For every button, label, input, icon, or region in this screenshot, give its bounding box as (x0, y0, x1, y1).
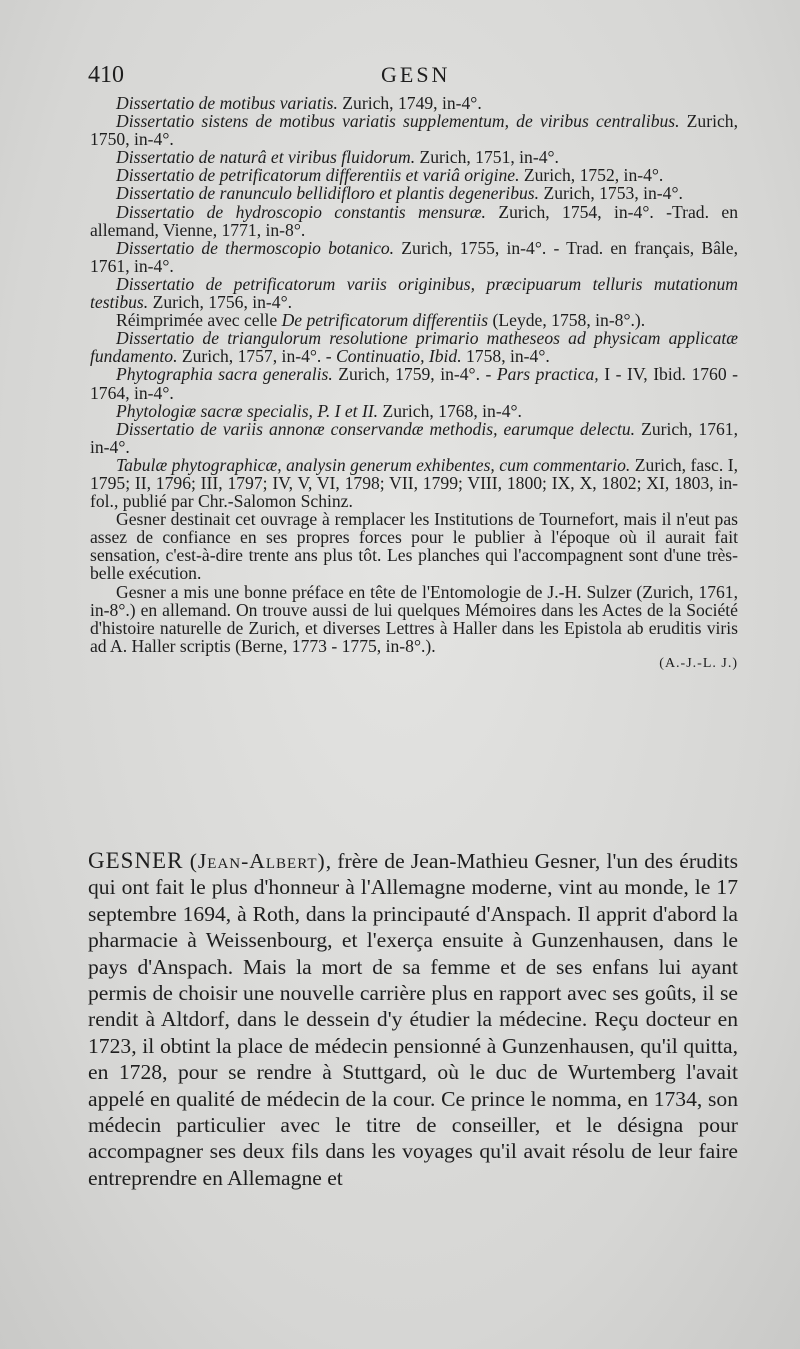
biblio-entry: Dissertatio sistens de motibus variatis supplementum, de viribus centralibus. Zurich, 1750, in-4°. (90, 111, 738, 150)
body-paragraph: Gesner destinait cet ouvrage à remplacer les Institutions de Tournefort, mais il n'eut pas assez de confiance en ses propres forces pour le publier à l'époque où il aurait fait sensation, c'est-à-dire trente ans plus tôt. Les planches qui l'accompagnent sont d'une très-belle exécution. (90, 509, 738, 584)
running-head: GESN (381, 62, 451, 87)
entry-given-name: (Jean-Albert) (189, 849, 326, 873)
biblio-entry: Tabulæ phytographicæ, analysin generum exhibentes, cum commentario. Zurich, fasc. I, 1795; II, 1796; III, 1797; IV, V, VI, 1798; VII, 1799; VIII, 1800; IX, X, 1802; XI, 1803, in-fol., publié par Chr.-Salomon Schinz. (90, 454, 738, 512)
page-header (88, 62, 728, 92)
author-signature: (A.-J.-L. J.) (659, 655, 738, 671)
biography-paragraph: GESNER (Jean-Albert), frère de Jean-Mathieu Gesner, l'un des érudits qui ont fait le plus d'honneur à l'Allemagne moderne, vint au monde, le 17 septembre 1694, à Roth, dans la principauté d'Anspach. Il apprit d'abord la pharmacie à Weissenbourg, et l'exerça ensuite à Gunzenhausen, dans le pays d'Anspach. Mais la mort de sa femme et de ses enfans lui ayant permis de choisir une nouvelle carrière plus en rapport avec ses goûts, il se rendit à Altdorf, dans le dessein d'y étudier la médecine. Reçu docteur en 1723, il obtint la place de médecin pensionné à Gunzenhausen, qu'il quitta, en 1728, pour se rendre à Stuttgard, où le duc de Wurtemberg l'avait appelé en qualité de médecin de la cour. Ce prince le nomma, en 1734, son médecin particulier avec le titre de conseiller, et le désigna pour accompagner ses deux fils dans les voyages qu'il avait résolu de leur faire entreprendre en Allemagne et (88, 848, 739, 1190)
biblio-entry: Dissertatio de motibus variatis. Zurich, 1749, in-4°. (116, 93, 482, 113)
biblio-entry: Dissertatio de triangulorum resolutione primario matheseos ad physicam applicatæ fundamento. Zurich, 1757, in-4°. - Continuatio, Ibid. 1758, in-4°. (90, 328, 738, 367)
body-paragraph: Gesner a mis une bonne préface en tête de l'Entomologie de J.-H. Sulzer (Zurich, 1761, in-8°.) en allemand. On trouve aussi de lui quelques Mémoires dans les Actes de la Société d'histoire naturelle de Zurich, et diverses Lettres à Haller dans les Epistola ab eruditis viris ad A. Haller scriptis (Berne, 1773 - 1775, in-8°.). (90, 581, 738, 656)
biblio-entry: Dissertatio de thermoscopio botanico. Zurich, 1755, in-4°. - Trad. en français, Bâle, 1761, in-4°. (90, 237, 739, 276)
biblio-entry: Dissertatio de hydroscopio constantis mensuræ. Zurich, 1754, in-4°. -Trad. en allemand, Vienne, 1771, in-8°. (90, 201, 738, 240)
biblio-entry: Dissertatio de petrificatorum variis originibus, præcipuarum telluris mutationum testibus. Zurich, 1756, in-4°. (90, 273, 738, 313)
biblio-entry: Phytographia sacra generalis. Zurich, 1759, in-4°. - Pars practica, I - IV, Ibid. 1760 - 1764, in-4°. (90, 364, 739, 403)
biblio-entry: Dissertatio de petrificatorum differentiis et variâ origine. Zurich, 1752, in-4°. (116, 165, 664, 186)
reprint-note: Réimprimée avec celle De petrificatorum differentiis (Leyde, 1758, in-8°.). (116, 310, 646, 331)
entry-name: GESNER (88, 848, 184, 873)
biblio-entry: Dissertatio de variis annonæ conservandæ methodis, earumque delectu. Zurich, 1761, in-4°. (90, 418, 738, 457)
page-number: 410 (88, 62, 124, 88)
biography-article (88, 848, 738, 1191)
biblio-entry: Phytologiæ sacræ specialis, P. I et II. Zurich, 1768, in-4°. (116, 400, 522, 421)
biblio-entry: Dissertatio de naturâ et viribus fluidorum. Zurich, 1751, in-4°. (116, 147, 559, 168)
bibliography-section (90, 94, 738, 673)
biblio-entry: Dissertatio de ranunculo bellidifloro et plantis degeneribus. Zurich, 1753, in-4°. (116, 183, 683, 204)
